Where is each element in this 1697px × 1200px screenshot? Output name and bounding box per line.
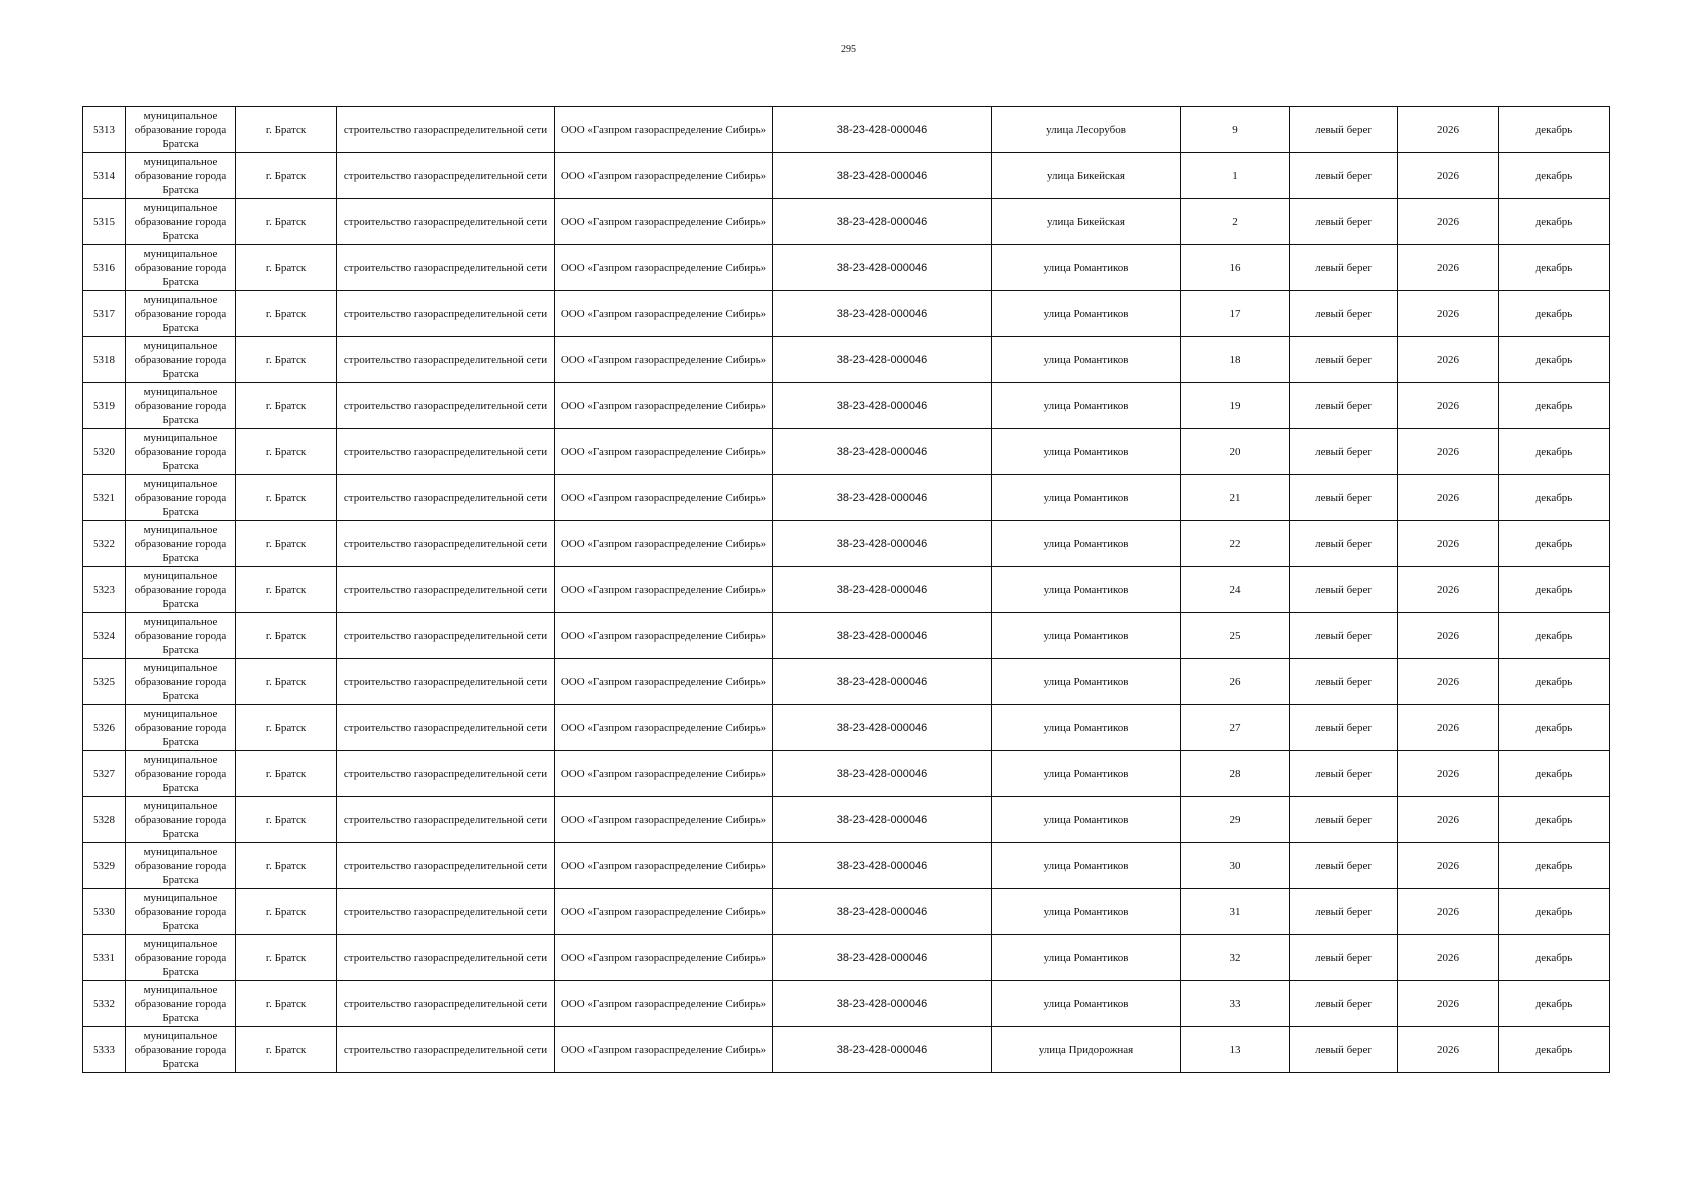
cell-row-number: 5326 [83, 705, 126, 751]
cell-row-number: 5313 [83, 107, 126, 153]
cell-house-number: 32 [1181, 935, 1290, 981]
cell-street: улица Романтиков [992, 659, 1181, 705]
cell-house-number: 13 [1181, 1027, 1290, 1073]
cell-work-type: строительство газораспределительной сети [337, 567, 555, 613]
cell-street: улица Романтиков [992, 705, 1181, 751]
cell-street: улица Романтиков [992, 291, 1181, 337]
cell-street: улица Романтиков [992, 797, 1181, 843]
cell-municipality: муниципальное образование города Братска [126, 199, 236, 245]
cell-year: 2026 [1398, 935, 1499, 981]
cell-year: 2026 [1398, 291, 1499, 337]
cell-program-code: 38-23-428-000046 [773, 797, 992, 843]
cell-organization: ООО «Газпром газораспределение Сибирь» [555, 521, 773, 567]
cell-municipality: муниципальное образование города Братска [126, 935, 236, 981]
cell-program-code: 38-23-428-000046 [773, 659, 992, 705]
table-row [83, 521, 1610, 567]
cell-city: г. Братск [236, 1027, 337, 1073]
cell-row-number: 5315 [83, 199, 126, 245]
cell-house-number: 9 [1181, 107, 1290, 153]
cell-work-type: строительство газораспределительной сети [337, 107, 555, 153]
cell-month: декабрь [1499, 613, 1610, 659]
cell-year: 2026 [1398, 107, 1499, 153]
cell-house-number: 29 [1181, 797, 1290, 843]
cell-month: декабрь [1499, 567, 1610, 613]
cell-work-type: строительство газораспределительной сети [337, 291, 555, 337]
cell-month: декабрь [1499, 245, 1610, 291]
cell-house-number: 16 [1181, 245, 1290, 291]
cell-month: декабрь [1499, 889, 1610, 935]
cell-work-type: строительство газораспределительной сети [337, 797, 555, 843]
cell-year: 2026 [1398, 337, 1499, 383]
cell-row-number: 5329 [83, 843, 126, 889]
cell-municipality: муниципальное образование города Братска [126, 705, 236, 751]
table-row [83, 107, 1610, 153]
cell-house-number: 20 [1181, 429, 1290, 475]
cell-month: декабрь [1499, 843, 1610, 889]
table-row [83, 199, 1610, 245]
cell-year: 2026 [1398, 751, 1499, 797]
cell-year: 2026 [1398, 383, 1499, 429]
cell-year: 2026 [1398, 521, 1499, 567]
cell-house-number: 26 [1181, 659, 1290, 705]
cell-house-number: 17 [1181, 291, 1290, 337]
cell-organization: ООО «Газпром газораспределение Сибирь» [555, 291, 773, 337]
cell-city: г. Братск [236, 935, 337, 981]
cell-street: улица Романтиков [992, 889, 1181, 935]
cell-program-code: 38-23-428-000046 [773, 383, 992, 429]
cell-row-number: 5323 [83, 567, 126, 613]
cell-row-number: 5328 [83, 797, 126, 843]
cell-program-code: 38-23-428-000046 [773, 291, 992, 337]
cell-organization: ООО «Газпром газораспределение Сибирь» [555, 153, 773, 199]
cell-program-code: 38-23-428-000046 [773, 153, 992, 199]
cell-area: левый берег [1290, 981, 1398, 1027]
cell-street: улица Романтиков [992, 613, 1181, 659]
table-row [83, 613, 1610, 659]
cell-work-type: строительство газораспределительной сети [337, 521, 555, 567]
cell-city: г. Братск [236, 199, 337, 245]
cell-program-code: 38-23-428-000046 [773, 981, 992, 1027]
table-row [83, 291, 1610, 337]
cell-house-number: 19 [1181, 383, 1290, 429]
cell-area: левый берег [1290, 153, 1398, 199]
cell-municipality: муниципальное образование города Братска [126, 429, 236, 475]
cell-month: декабрь [1499, 797, 1610, 843]
table-row [83, 659, 1610, 705]
cell-city: г. Братск [236, 153, 337, 199]
cell-program-code: 38-23-428-000046 [773, 751, 992, 797]
cell-row-number: 5332 [83, 981, 126, 1027]
cell-city: г. Братск [236, 107, 337, 153]
cell-street: улица Романтиков [992, 751, 1181, 797]
cell-organization: ООО «Газпром газораспределение Сибирь» [555, 659, 773, 705]
cell-row-number: 5327 [83, 751, 126, 797]
cell-row-number: 5318 [83, 337, 126, 383]
cell-area: левый берег [1290, 291, 1398, 337]
cell-month: декабрь [1499, 199, 1610, 245]
cell-work-type: строительство газораспределительной сети [337, 475, 555, 521]
cell-work-type: строительство газораспределительной сети [337, 659, 555, 705]
cell-house-number: 24 [1181, 567, 1290, 613]
cell-row-number: 5321 [83, 475, 126, 521]
cell-work-type: строительство газораспределительной сети [337, 981, 555, 1027]
cell-municipality: муниципальное образование города Братска [126, 521, 236, 567]
cell-organization: ООО «Газпром газораспределение Сибирь» [555, 199, 773, 245]
cell-organization: ООО «Газпром газораспределение Сибирь» [555, 843, 773, 889]
cell-organization: ООО «Газпром газораспределение Сибирь» [555, 935, 773, 981]
cell-month: декабрь [1499, 659, 1610, 705]
cell-program-code: 38-23-428-000046 [773, 337, 992, 383]
cell-work-type: строительство газораспределительной сети [337, 245, 555, 291]
cell-street: улица Романтиков [992, 383, 1181, 429]
cell-row-number: 5319 [83, 383, 126, 429]
cell-work-type: строительство газораспределительной сети [337, 751, 555, 797]
table-row [83, 383, 1610, 429]
cell-row-number: 5324 [83, 613, 126, 659]
cell-municipality: муниципальное образование города Братска [126, 659, 236, 705]
cell-program-code: 38-23-428-000046 [773, 199, 992, 245]
cell-organization: ООО «Газпром газораспределение Сибирь» [555, 383, 773, 429]
cell-work-type: строительство газораспределительной сети [337, 613, 555, 659]
cell-month: декабрь [1499, 751, 1610, 797]
cell-house-number: 22 [1181, 521, 1290, 567]
cell-row-number: 5331 [83, 935, 126, 981]
cell-organization: ООО «Газпром газораспределение Сибирь» [555, 981, 773, 1027]
cell-house-number: 31 [1181, 889, 1290, 935]
cell-city: г. Братск [236, 245, 337, 291]
cell-year: 2026 [1398, 797, 1499, 843]
cell-house-number: 30 [1181, 843, 1290, 889]
cell-area: левый берег [1290, 935, 1398, 981]
cell-organization: ООО «Газпром газораспределение Сибирь» [555, 567, 773, 613]
cell-street: улица Придорожная [992, 1027, 1181, 1073]
cell-street: улица Романтиков [992, 981, 1181, 1027]
cell-city: г. Братск [236, 981, 337, 1027]
cell-organization: ООО «Газпром газораспределение Сибирь» [555, 889, 773, 935]
cell-municipality: муниципальное образование города Братска [126, 797, 236, 843]
cell-month: декабрь [1499, 521, 1610, 567]
table-row [83, 751, 1610, 797]
cell-month: декабрь [1499, 429, 1610, 475]
table-row [83, 337, 1610, 383]
registry-body [83, 107, 1610, 1073]
cell-month: декабрь [1499, 705, 1610, 751]
cell-row-number: 5316 [83, 245, 126, 291]
cell-year: 2026 [1398, 475, 1499, 521]
cell-program-code: 38-23-428-000046 [773, 613, 992, 659]
cell-house-number: 27 [1181, 705, 1290, 751]
cell-work-type: строительство газораспределительной сети [337, 337, 555, 383]
cell-municipality: муниципальное образование города Братска [126, 337, 236, 383]
cell-area: левый берег [1290, 751, 1398, 797]
cell-organization: ООО «Газпром газораспределение Сибирь» [555, 1027, 773, 1073]
cell-municipality: муниципальное образование города Братска [126, 245, 236, 291]
cell-street: улица Романтиков [992, 337, 1181, 383]
cell-organization: ООО «Газпром газораспределение Сибирь» [555, 107, 773, 153]
cell-city: г. Братск [236, 383, 337, 429]
cell-program-code: 38-23-428-000046 [773, 889, 992, 935]
cell-street: улица Романтиков [992, 843, 1181, 889]
cell-work-type: строительство газораспределительной сети [337, 1027, 555, 1073]
cell-street: улица Романтиков [992, 521, 1181, 567]
cell-street: улица Романтиков [992, 475, 1181, 521]
cell-municipality: муниципальное образование города Братска [126, 889, 236, 935]
cell-program-code: 38-23-428-000046 [773, 521, 992, 567]
cell-area: левый берег [1290, 337, 1398, 383]
cell-city: г. Братск [236, 613, 337, 659]
cell-row-number: 5322 [83, 521, 126, 567]
table-row [83, 567, 1610, 613]
cell-program-code: 38-23-428-000046 [773, 567, 992, 613]
cell-row-number: 5325 [83, 659, 126, 705]
cell-work-type: строительство газораспределительной сети [337, 199, 555, 245]
cell-year: 2026 [1398, 659, 1499, 705]
page-number: 295 [841, 44, 856, 55]
cell-month: декабрь [1499, 337, 1610, 383]
cell-year: 2026 [1398, 567, 1499, 613]
cell-city: г. Братск [236, 475, 337, 521]
cell-program-code: 38-23-428-000046 [773, 705, 992, 751]
cell-row-number: 5317 [83, 291, 126, 337]
cell-house-number: 1 [1181, 153, 1290, 199]
cell-area: левый берег [1290, 521, 1398, 567]
cell-street: улица Романтиков [992, 245, 1181, 291]
table-row [83, 429, 1610, 475]
cell-municipality: муниципальное образование города Братска [126, 751, 236, 797]
cell-program-code: 38-23-428-000046 [773, 429, 992, 475]
cell-program-code: 38-23-428-000046 [773, 475, 992, 521]
table-row [83, 153, 1610, 199]
cell-street: улица Романтиков [992, 935, 1181, 981]
cell-street: улица Бикейская [992, 153, 1181, 199]
cell-area: левый берег [1290, 659, 1398, 705]
cell-row-number: 5320 [83, 429, 126, 475]
cell-municipality: муниципальное образование города Братска [126, 153, 236, 199]
cell-street: улица Романтиков [992, 429, 1181, 475]
table-row [83, 843, 1610, 889]
cell-organization: ООО «Газпром газораспределение Сибирь» [555, 705, 773, 751]
cell-house-number: 2 [1181, 199, 1290, 245]
table-row [83, 1027, 1610, 1073]
cell-street: улица Бикейская [992, 199, 1181, 245]
cell-house-number: 28 [1181, 751, 1290, 797]
cell-city: г. Братск [236, 291, 337, 337]
table-row [83, 981, 1610, 1027]
cell-municipality: муниципальное образование города Братска [126, 567, 236, 613]
cell-year: 2026 [1398, 613, 1499, 659]
cell-work-type: строительство газораспределительной сети [337, 153, 555, 199]
cell-city: г. Братск [236, 889, 337, 935]
cell-program-code: 38-23-428-000046 [773, 843, 992, 889]
cell-city: г. Братск [236, 521, 337, 567]
cell-municipality: муниципальное образование города Братска [126, 383, 236, 429]
cell-year: 2026 [1398, 843, 1499, 889]
cell-municipality: муниципальное образование города Братска [126, 291, 236, 337]
cell-house-number: 33 [1181, 981, 1290, 1027]
cell-month: декабрь [1499, 981, 1610, 1027]
cell-area: левый берег [1290, 567, 1398, 613]
cell-row-number: 5333 [83, 1027, 126, 1073]
cell-city: г. Братск [236, 567, 337, 613]
cell-area: левый берег [1290, 889, 1398, 935]
cell-municipality: муниципальное образование города Братска [126, 107, 236, 153]
cell-city: г. Братск [236, 797, 337, 843]
cell-street: улица Лесорубов [992, 107, 1181, 153]
cell-year: 2026 [1398, 1027, 1499, 1073]
cell-area: левый берег [1290, 1027, 1398, 1073]
cell-city: г. Братск [236, 337, 337, 383]
cell-street: улица Романтиков [992, 567, 1181, 613]
cell-city: г. Братск [236, 843, 337, 889]
table-row [83, 889, 1610, 935]
cell-work-type: строительство газораспределительной сети [337, 843, 555, 889]
cell-work-type: строительство газораспределительной сети [337, 935, 555, 981]
cell-area: левый берег [1290, 107, 1398, 153]
cell-city: г. Братск [236, 659, 337, 705]
cell-program-code: 38-23-428-000046 [773, 107, 992, 153]
cell-area: левый берег [1290, 843, 1398, 889]
cell-month: декабрь [1499, 1027, 1610, 1073]
cell-city: г. Братск [236, 751, 337, 797]
cell-area: левый берег [1290, 475, 1398, 521]
cell-area: левый берег [1290, 199, 1398, 245]
cell-program-code: 38-23-428-000046 [773, 245, 992, 291]
cell-area: левый берег [1290, 613, 1398, 659]
cell-organization: ООО «Газпром газораспределение Сибирь» [555, 429, 773, 475]
cell-city: г. Братск [236, 705, 337, 751]
cell-municipality: муниципальное образование города Братска [126, 1027, 236, 1073]
cell-work-type: строительство газораспределительной сети [337, 383, 555, 429]
cell-month: декабрь [1499, 153, 1610, 199]
cell-organization: ООО «Газпром газораспределение Сибирь» [555, 337, 773, 383]
cell-month: декабрь [1499, 383, 1610, 429]
cell-month: декабрь [1499, 935, 1610, 981]
cell-month: декабрь [1499, 291, 1610, 337]
cell-organization: ООО «Газпром газораспределение Сибирь» [555, 797, 773, 843]
cell-work-type: строительство газораспределительной сети [337, 889, 555, 935]
table-row [83, 475, 1610, 521]
cell-year: 2026 [1398, 245, 1499, 291]
cell-row-number: 5314 [83, 153, 126, 199]
cell-municipality: муниципальное образование города Братска [126, 475, 236, 521]
cell-year: 2026 [1398, 429, 1499, 475]
cell-year: 2026 [1398, 153, 1499, 199]
cell-city: г. Братск [236, 429, 337, 475]
cell-program-code: 38-23-428-000046 [773, 1027, 992, 1073]
table-row [83, 705, 1610, 751]
cell-year: 2026 [1398, 705, 1499, 751]
cell-house-number: 25 [1181, 613, 1290, 659]
cell-work-type: строительство газораспределительной сети [337, 705, 555, 751]
cell-municipality: муниципальное образование города Братска [126, 843, 236, 889]
cell-organization: ООО «Газпром газораспределение Сибирь» [555, 613, 773, 659]
table-row [83, 245, 1610, 291]
cell-organization: ООО «Газпром газораспределение Сибирь» [555, 751, 773, 797]
cell-work-type: строительство газораспределительной сети [337, 429, 555, 475]
registry-table [82, 106, 1610, 1073]
cell-house-number: 21 [1181, 475, 1290, 521]
cell-month: декабрь [1499, 107, 1610, 153]
table-row [83, 935, 1610, 981]
cell-year: 2026 [1398, 889, 1499, 935]
cell-organization: ООО «Газпром газораспределение Сибирь» [555, 475, 773, 521]
cell-year: 2026 [1398, 981, 1499, 1027]
table-row [83, 797, 1610, 843]
cell-area: левый берег [1290, 245, 1398, 291]
cell-area: левый берег [1290, 383, 1398, 429]
cell-organization: ООО «Газпром газораспределение Сибирь» [555, 245, 773, 291]
cell-area: левый берег [1290, 705, 1398, 751]
cell-row-number: 5330 [83, 889, 126, 935]
cell-year: 2026 [1398, 199, 1499, 245]
cell-municipality: муниципальное образование города Братска [126, 981, 236, 1027]
cell-house-number: 18 [1181, 337, 1290, 383]
cell-program-code: 38-23-428-000046 [773, 935, 992, 981]
cell-area: левый берег [1290, 429, 1398, 475]
cell-month: декабрь [1499, 475, 1610, 521]
cell-municipality: муниципальное образование города Братска [126, 613, 236, 659]
cell-area: левый берег [1290, 797, 1398, 843]
